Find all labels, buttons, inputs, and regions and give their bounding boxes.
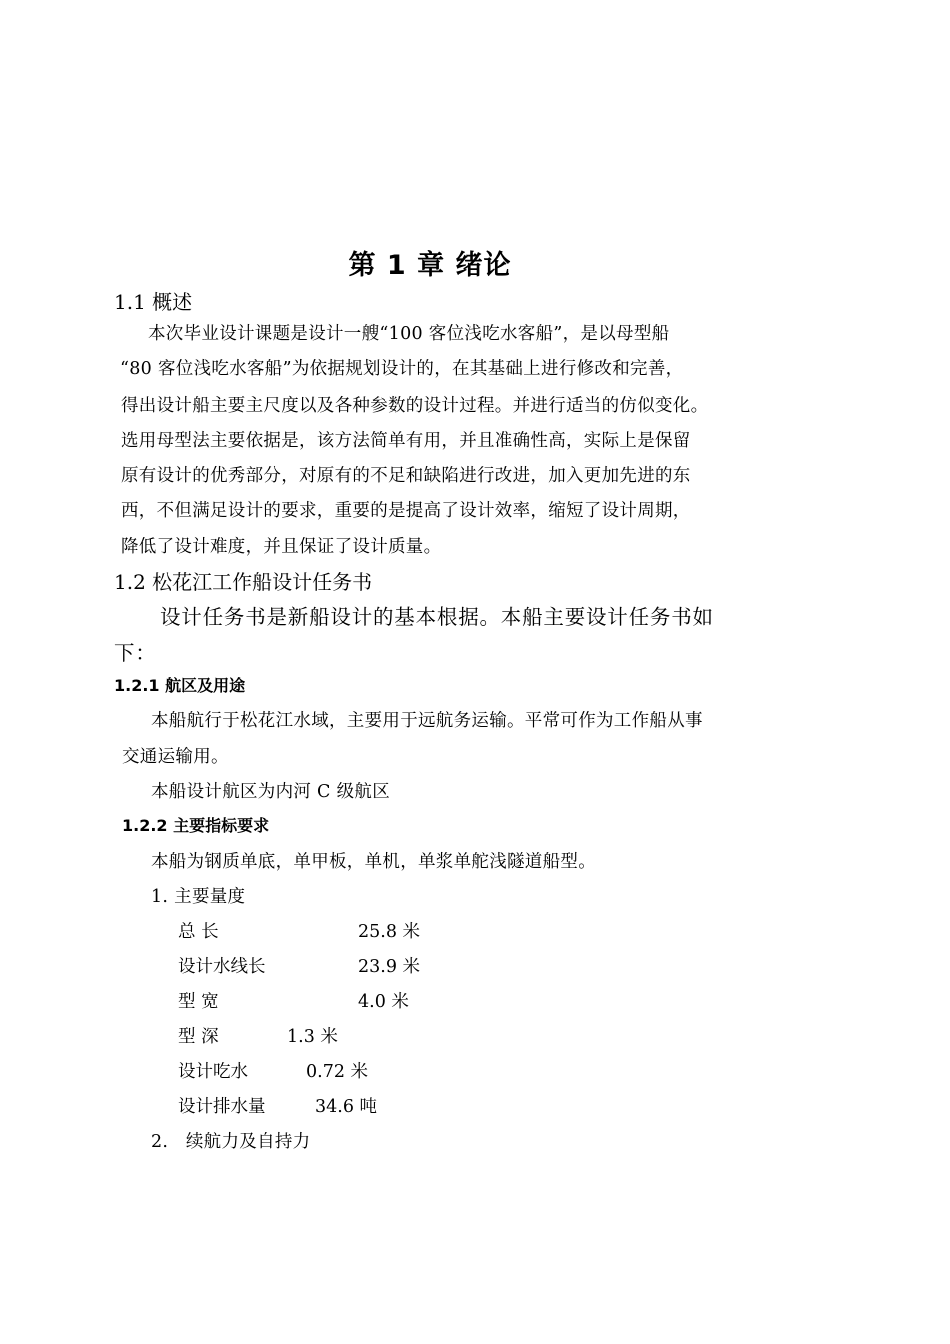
spec-label: 型 宽 [178, 992, 219, 1012]
spec-row [0, 953, 700, 977]
spec-label: 型 深 [178, 1027, 219, 1047]
spec-label: 总 长 [178, 922, 219, 942]
spec-row [0, 1093, 700, 1117]
chapter-title: 第 1 章 绪论 [348, 250, 512, 281]
section-1-2-heading: 1.2 松花江工作船设计任务书 [114, 570, 373, 594]
list-item-heading: 1. 主要量度 [151, 887, 246, 907]
paragraph-line: 本船为钢质单底，单甲板，单机，单浆单舵浅隧道船型。 [151, 852, 596, 872]
spec-row [0, 988, 700, 1012]
spec-label: 设计排水量 [178, 1097, 266, 1117]
list-item-heading: 2. 续航力及自持力 [151, 1132, 311, 1152]
spec-value: 23.9 米 [358, 957, 421, 977]
spec-value: 4.0 米 [358, 992, 409, 1012]
paragraph-line: “80 客位浅吃水客船”为依据规划设计的，在其基础上进行修改和完善， [120, 359, 684, 379]
paragraph-line: 交通运输用。 [122, 747, 229, 767]
paragraph-line: 得出设计船主要主尺度以及各种参数的设计过程。并进行适当的仿似变化。 [121, 396, 709, 416]
spec-label: 设计吃水 [178, 1062, 248, 1082]
spec-value: 34.6 吨 [315, 1097, 378, 1117]
section-1-2-1-heading: 1.2.1 航区及用途 [114, 676, 246, 695]
paragraph-line: 本次毕业设计课题是设计一艘“100 客位浅吃水客船”，是以母型船 [148, 324, 670, 344]
spec-value: 25.8 米 [358, 922, 421, 942]
spec-label: 设计水线长 [178, 957, 266, 977]
paragraph-line: 降低了设计难度，并且保证了设计质量。 [121, 537, 442, 557]
paragraph-line: 本船设计航区为内河 C 级航区 [151, 782, 391, 802]
paragraph-line: 下： [114, 641, 157, 665]
paragraph-line: 设计任务书是新船设计的基本根据。本船主要设计任务书如 [160, 605, 714, 629]
spec-row [0, 1023, 700, 1047]
paragraph-line: 本船航行于松花江水域，主要用于远航务运输。平常可作为工作船从事 [151, 711, 703, 731]
paragraph-line: 选用母型法主要依据是，该方法简单有用，并且准确性高，实际上是保留 [121, 431, 691, 451]
spec-row [0, 1058, 700, 1082]
spec-value: 1.3 米 [287, 1027, 338, 1047]
section-1-1-heading: 1.1 概述 [114, 290, 193, 314]
spec-row [0, 918, 700, 942]
paragraph-line: 西，不但满足设计的要求，重要的是提高了设计效率，缩短了设计周期， [121, 501, 691, 521]
section-1-2-2-heading: 1.2.2 主要指标要求 [122, 816, 270, 835]
paragraph-line: 原有设计的优秀部分，对原有的不足和缺陷进行改进，加入更加先进的东 [121, 466, 691, 486]
spec-value: 0.72 米 [306, 1062, 369, 1082]
